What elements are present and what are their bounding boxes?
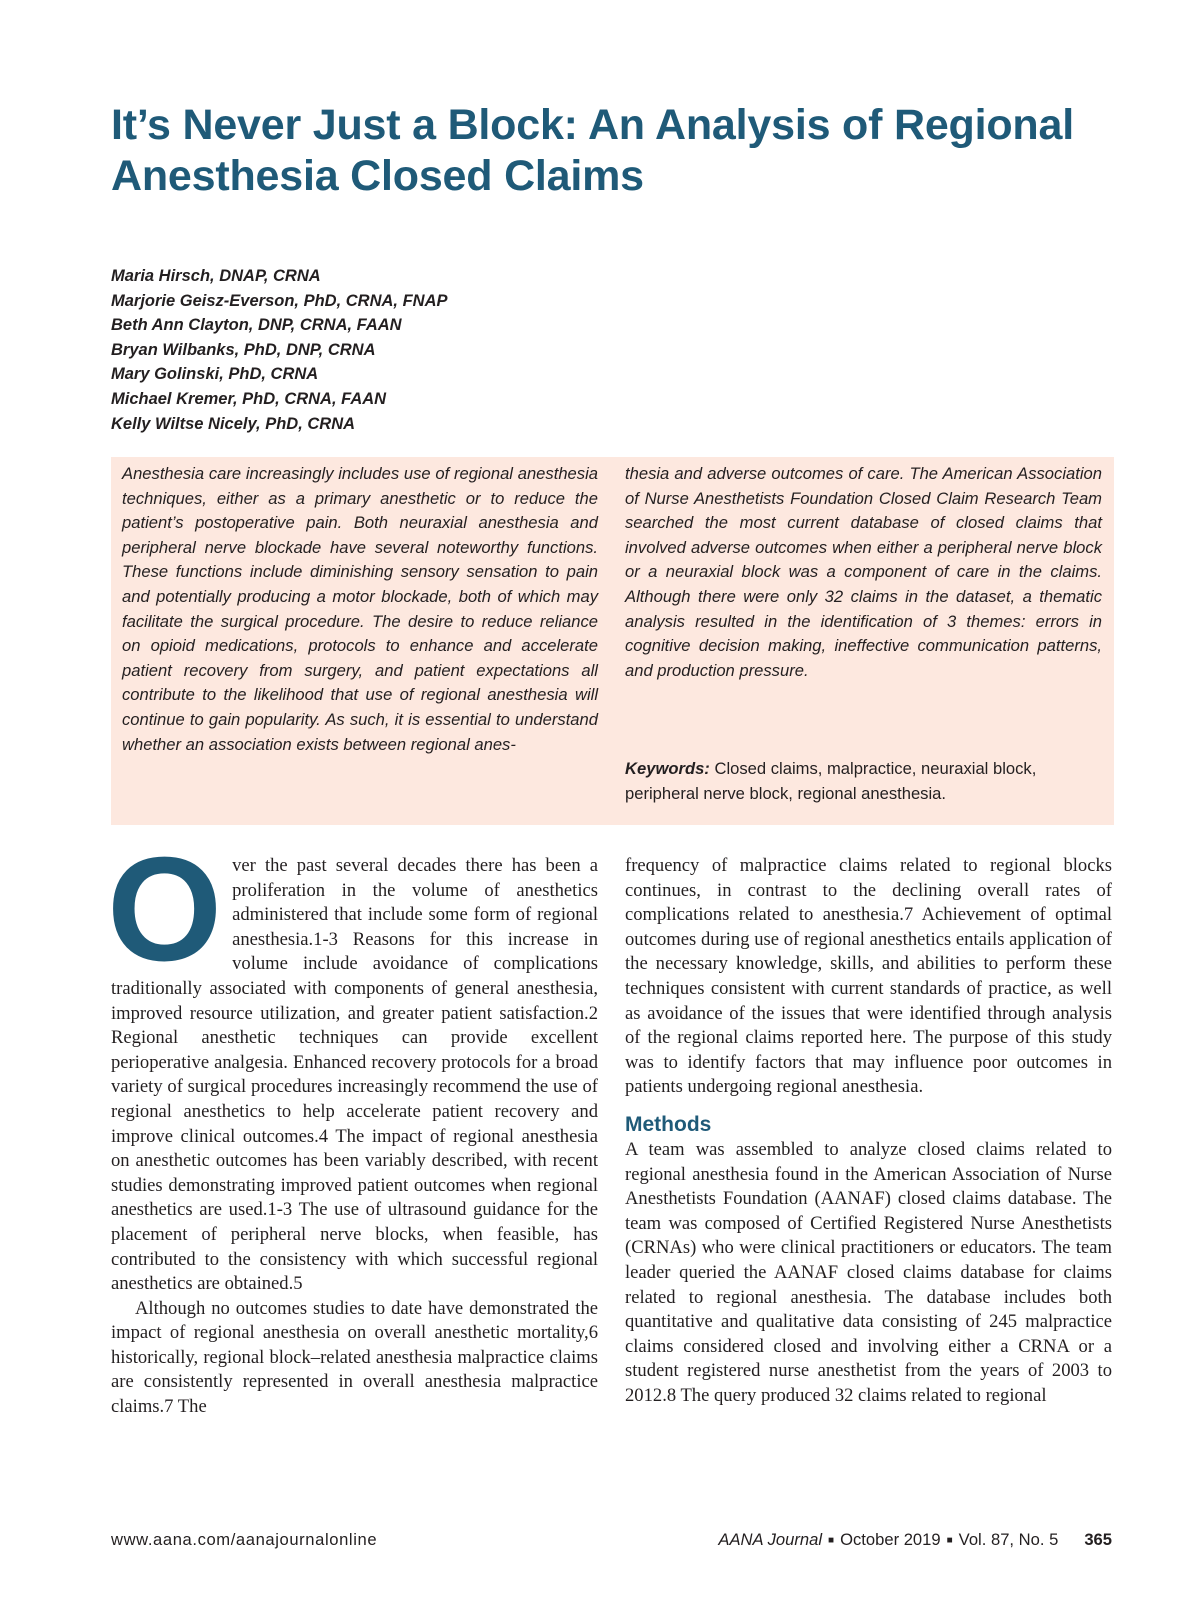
paragraph-text: ver the past several decades there has been a proliferation in the volume of anesthetics administered that include some form of regional anesthesia.1-3 Reasons for this increase in volume include avoidance of complications traditionally associated with components of general anesthesia, improved resource utilization, and greater patient satisfaction.2 Regional anesthetic techniques can provide excellent perioperative analgesia. Enhanced recovery protocols for a broad variety of surgical procedures increasingly recommend the use of regional anesthetics to help accelerate patient recovery and improve clinical outcomes.4 The impact of regional anesthesia on anesthetic outcomes has been variably described, with recent studies demonstrating improved patient outcomes when regional anesthetics are used.1-3 The use of ultrasound guidance for the placement of peripheral nerve blocks, when feasible, has contributed to the consistency with which successful regional anesthetics are obtained.5 <box>111 855 598 1295</box>
author: Beth Ann Clayton, DNP, CRNA, FAAN <box>111 316 402 335</box>
keywords <box>625 757 1102 806</box>
author: Mary Golinski, PhD, CRNA <box>111 365 319 384</box>
separator-square-icon: ■ <box>828 1535 835 1546</box>
intro-paragraph <box>107 827 598 1297</box>
abstract-right-column: thesia and adverse outcomes of care. The American Association of Nurse Anesthetists Foundation Closed Claim Research Team searched the most current database of closed claims that involved adverse outcomes when either a peripheral nerve block or a neuraxial block was a component of care in the claims. Although there were only 32 claims in the dataset, a thematic analysis resulted in the identification of 3 themes: errors in cognitive decision making, ineffective communication patterns, and production pressure. <box>625 464 1102 680</box>
keywords-text: Closed claims, malpractice, neuraxial block, peripheral nerve block, regional anesthesia. <box>625 759 1037 803</box>
abstract-left-column: Anesthesia care increasingly includes use of regional anesthesia techniques, either as a primary anesthetic or to reduce the patient’s postoperative pain. Both neuraxial anesthesia and peripheral nerve blockade have several noteworthy functions. These functions include diminishing sensory sensation to pain and potentially producing a motor blockade, both of which may facilitate the surgical procedure. The desire to reduce reliance on opioid medications, protocols to enhance and accelerate patient recovery from surgery, and patient expectations all contribute to the likelihood that use of regional anesthesia will continue to gain popularity. As such, it is essential to understand whether an association exists between regional anes- <box>122 464 598 754</box>
issue-date: October 2019 <box>840 1530 941 1549</box>
body-left-column <box>107 827 598 1420</box>
body-paragraph: Although no outcomes studies to date have demonstrated the impact of regional anesthesia on overall anesthetic mortality,6 historically, regional block–related anesthesia malpractice claims are consistently represented in overall anesthesia malpractice claims.7 The <box>111 1297 598 1418</box>
methods-heading: Methods <box>625 1112 712 1136</box>
drop-cap: O <box>107 827 223 992</box>
page-footer <box>111 1530 1112 1554</box>
author: Kelly Wiltse Nicely, PhD, CRNA <box>111 414 356 433</box>
article-title: It’s Never Just a Block: An Analysis of Regional Anesthesia Closed Claims <box>111 101 1074 200</box>
abstract-box <box>111 457 1114 825</box>
author: Bryan Wilbanks, PhD, DNP, CRNA <box>111 340 376 359</box>
author: Michael Kremer, PhD, CRNA, FAAN <box>111 389 387 408</box>
journal-url: www.aana.com/aanajournalonline <box>111 1530 378 1549</box>
methods-paragraph: A team was assembled to analyze closed claims related to regional anesthesia found in the American Association of Nurse Anesthetists Foundation (AANAF) closed claims database. The team was composed of Certified Registered Nurse Anesthetists (CRNAs) who were clinical practitioners or educators. The team leader queried the AANAF closed claims database for claims related to regional anesthesia. The database includes both quantitative and qualitative data consisting of 245 malpractice claims considered closed and involving either a CRNA or a student registered nurse anesthetist from the years of 2003 to 2012.8 The query produced 32 claims related to regional <box>625 1138 1112 1406</box>
separator-square-icon: ■ <box>946 1535 953 1546</box>
page-number: 365 <box>1084 1530 1112 1549</box>
author-list <box>111 264 811 436</box>
journal-info <box>718 1530 1112 1550</box>
journal-name: AANA Journal <box>718 1530 823 1549</box>
volume-number: Vol. 87, No. 5 <box>958 1530 1059 1549</box>
author: Maria Hirsch, DNAP, CRNA <box>111 267 321 285</box>
keywords-label: Keywords: <box>625 759 710 778</box>
author: Marjorie Geisz-Everson, PhD, CRNA, FNAP <box>111 291 448 310</box>
body-paragraph: frequency of malpractice claims related to regional blocks continues, in contrast to the declining overall rates of complications related to anesthesia.7 Achievement of optimal outcomes during use of regional anesthetics entails application of the necessary knowledge, skills, and abilities to perform these techniques consistent with current standards of practice, as well as avoidance of the issues that were identified through analysis of the regional claims reported here. The purpose of this study was to identify factors that may influence poor outcomes in patients undergoing regional anesthesia. <box>625 855 1112 1098</box>
body-right-column <box>625 854 1112 1408</box>
